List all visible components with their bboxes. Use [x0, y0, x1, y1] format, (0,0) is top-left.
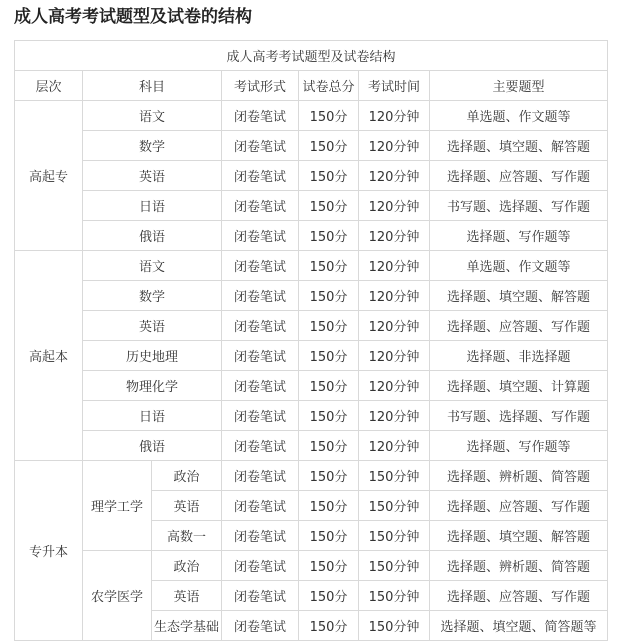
total-score-cell: 150分 [299, 221, 359, 251]
exam-form-cell: 闭卷笔试 [222, 131, 299, 161]
total-score-cell: 150分 [299, 401, 359, 431]
exam-form-cell: 闭卷笔试 [222, 251, 299, 281]
exam-time-cell: 150分钟 [359, 581, 430, 611]
exam-form-cell: 闭卷笔试 [222, 221, 299, 251]
exam-form-cell: 闭卷笔试 [222, 101, 299, 131]
table-row [15, 371, 608, 401]
table-row [15, 251, 608, 281]
exam-form-cell: 闭卷笔试 [222, 401, 299, 431]
table-caption-row [15, 41, 608, 71]
question-types-cell: 选择题、应答题、写作题 [430, 161, 608, 191]
subject-cell: 政治 [152, 461, 222, 491]
exam-form-cell: 闭卷笔试 [222, 581, 299, 611]
table-row [15, 131, 608, 161]
question-types-cell: 书写题、选择题、写作题 [430, 401, 608, 431]
question-types-cell: 选择题、辨析题、简答题 [430, 551, 608, 581]
total-score-cell: 150分 [299, 131, 359, 161]
exam-time-cell: 120分钟 [359, 101, 430, 131]
exam-form-cell: 闭卷笔试 [222, 521, 299, 551]
subject-cell: 语文 [83, 251, 222, 281]
total-score-cell: 150分 [299, 341, 359, 371]
exam-time-cell: 150分钟 [359, 491, 430, 521]
question-types-cell: 选择题、填空题、计算题 [430, 371, 608, 401]
subject-cell: 日语 [83, 191, 222, 221]
total-score-cell: 150分 [299, 191, 359, 221]
header-subject: 科目 [83, 71, 222, 101]
table-row [15, 101, 608, 131]
question-types-cell: 单选题、作文题等 [430, 101, 608, 131]
exam-time-cell: 150分钟 [359, 551, 430, 581]
table-row [15, 311, 608, 341]
total-score-cell: 150分 [299, 491, 359, 521]
subject-cell: 高数一 [152, 521, 222, 551]
exam-structure-table [14, 40, 608, 641]
table-row [15, 341, 608, 371]
table-row [15, 461, 608, 491]
level-cell: 专升本 [15, 461, 83, 641]
total-score-cell: 150分 [299, 311, 359, 341]
table-row [15, 161, 608, 191]
exam-time-cell: 120分钟 [359, 371, 430, 401]
table-row [15, 221, 608, 251]
question-types-cell: 选择题、写作题等 [430, 431, 608, 461]
subject-cell: 俄语 [83, 431, 222, 461]
question-types-cell: 选择题、非选择题 [430, 341, 608, 371]
exam-form-cell: 闭卷笔试 [222, 281, 299, 311]
subject-cell: 生态学基础 [152, 611, 222, 641]
question-types-cell: 选择题、应答题、写作题 [430, 581, 608, 611]
table-row [15, 551, 608, 581]
subject-cell: 英语 [83, 311, 222, 341]
exam-form-cell: 闭卷笔试 [222, 611, 299, 641]
total-score-cell: 150分 [299, 461, 359, 491]
exam-form-cell: 闭卷笔试 [222, 371, 299, 401]
exam-form-cell: 闭卷笔试 [222, 191, 299, 221]
exam-time-cell: 150分钟 [359, 611, 430, 641]
total-score-cell: 150分 [299, 251, 359, 281]
question-types-cell: 选择题、填空题、解答题 [430, 281, 608, 311]
question-types-cell: 选择题、应答题、写作题 [430, 491, 608, 521]
category-cell: 理学工学 [83, 461, 152, 551]
exam-time-cell: 150分钟 [359, 461, 430, 491]
question-types-cell: 选择题、填空题、解答题 [430, 131, 608, 161]
total-score-cell: 150分 [299, 101, 359, 131]
total-score-cell: 150分 [299, 611, 359, 641]
subject-cell: 物理化学 [83, 371, 222, 401]
exam-time-cell: 120分钟 [359, 251, 430, 281]
table-row [15, 191, 608, 221]
exam-form-cell: 闭卷笔试 [222, 161, 299, 191]
table-row [15, 281, 608, 311]
total-score-cell: 150分 [299, 521, 359, 551]
header-score: 试卷总分 [299, 71, 359, 101]
question-types-cell: 书写题、选择题、写作题 [430, 191, 608, 221]
table-header-row [15, 71, 608, 101]
subject-cell: 英语 [83, 161, 222, 191]
header-types: 主要题型 [430, 71, 608, 101]
exam-form-cell: 闭卷笔试 [222, 431, 299, 461]
exam-form-cell: 闭卷笔试 [222, 341, 299, 371]
question-types-cell: 单选题、作文题等 [430, 251, 608, 281]
question-types-cell: 选择题、写作题等 [430, 221, 608, 251]
exam-time-cell: 120分钟 [359, 221, 430, 251]
total-score-cell: 150分 [299, 161, 359, 191]
subject-cell: 数学 [83, 131, 222, 161]
exam-time-cell: 120分钟 [359, 431, 430, 461]
total-score-cell: 150分 [299, 371, 359, 401]
subject-cell: 英语 [152, 581, 222, 611]
table-caption: 成人高考考试题型及试卷结构 [15, 41, 608, 71]
exam-form-cell: 闭卷笔试 [222, 491, 299, 521]
subject-cell: 俄语 [83, 221, 222, 251]
subject-cell: 数学 [83, 281, 222, 311]
total-score-cell: 150分 [299, 581, 359, 611]
question-types-cell: 选择题、辨析题、简答题 [430, 461, 608, 491]
exam-time-cell: 120分钟 [359, 191, 430, 221]
level-cell: 高起专 [15, 101, 83, 251]
subject-cell: 政治 [152, 551, 222, 581]
exam-time-cell: 120分钟 [359, 131, 430, 161]
exam-time-cell: 120分钟 [359, 401, 430, 431]
total-score-cell: 150分 [299, 431, 359, 461]
exam-time-cell: 120分钟 [359, 161, 430, 191]
table-row [15, 431, 608, 461]
exam-time-cell: 150分钟 [359, 521, 430, 551]
exam-form-cell: 闭卷笔试 [222, 461, 299, 491]
question-types-cell: 选择题、应答题、写作题 [430, 311, 608, 341]
subject-cell: 历史地理 [83, 341, 222, 371]
subject-cell: 英语 [152, 491, 222, 521]
exam-form-cell: 闭卷笔试 [222, 551, 299, 581]
exam-time-cell: 120分钟 [359, 341, 430, 371]
total-score-cell: 150分 [299, 551, 359, 581]
category-cell: 农学医学 [83, 551, 152, 641]
total-score-cell: 150分 [299, 281, 359, 311]
header-level: 层次 [15, 71, 83, 101]
header-form: 考试形式 [222, 71, 299, 101]
exam-time-cell: 120分钟 [359, 281, 430, 311]
subject-cell: 日语 [83, 401, 222, 431]
level-cell: 高起本 [15, 251, 83, 461]
page-title: 成人高考考试题型及试卷的结构 [14, 7, 252, 27]
table-row [15, 401, 608, 431]
exam-form-cell: 闭卷笔试 [222, 311, 299, 341]
question-types-cell: 选择题、填空题、简答题等 [430, 611, 608, 641]
subject-cell: 语文 [83, 101, 222, 131]
exam-time-cell: 120分钟 [359, 311, 430, 341]
header-time: 考试时间 [359, 71, 430, 101]
question-types-cell: 选择题、填空题、解答题 [430, 521, 608, 551]
